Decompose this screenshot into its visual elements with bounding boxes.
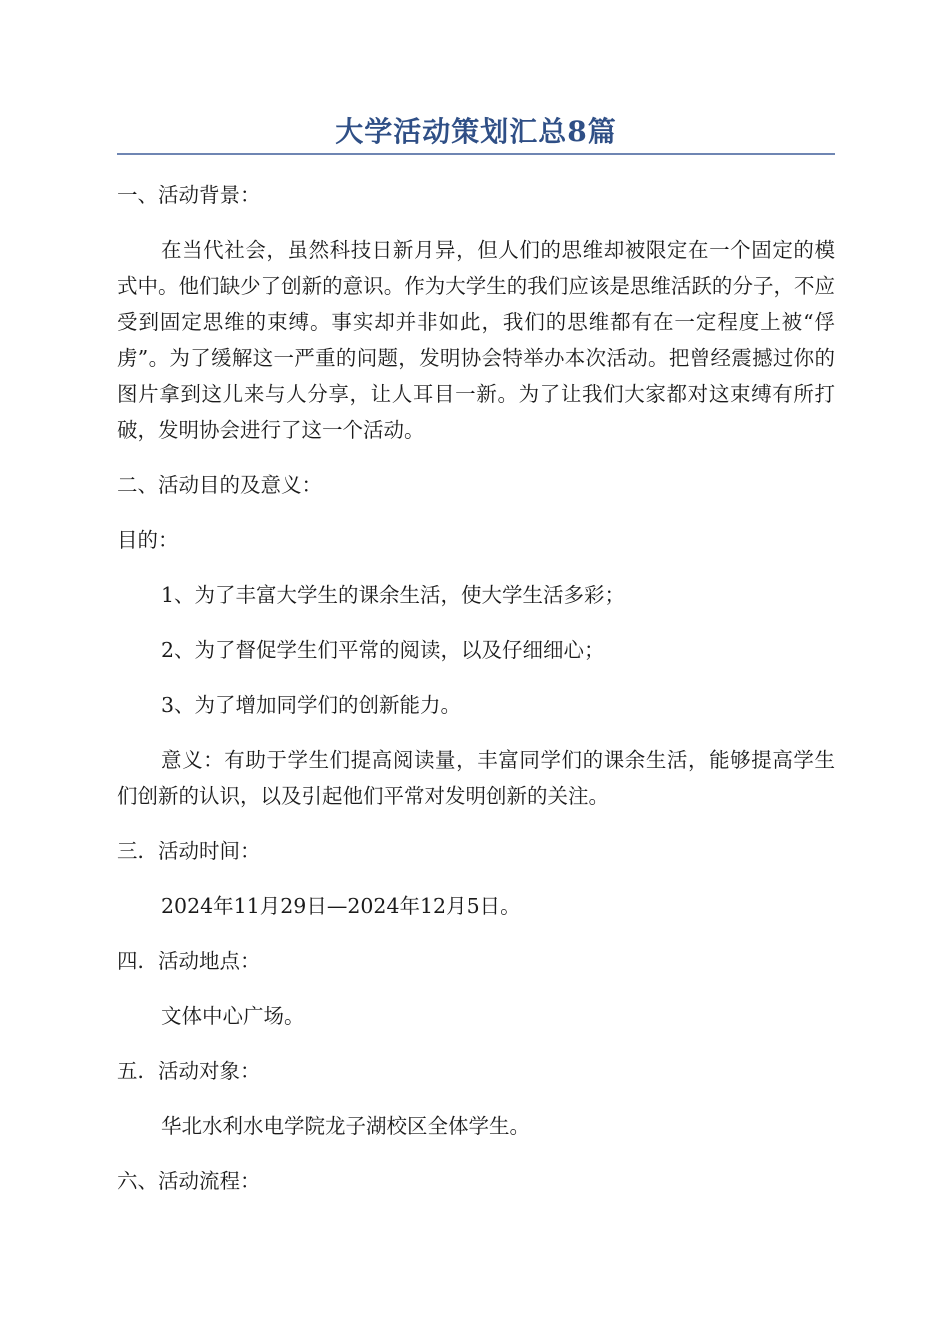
section-heading-time: 三．活动时间： [117,839,261,863]
target-text: 华北水利水电学院龙子湖校区全体学生。 [161,1114,530,1138]
section-heading-process: 六、活动流程： [117,1169,261,1193]
meaning-paragraph: 意义：有助于学生们提高阅读量，丰富同学们的课余生活，能够提高学生们创新的认识，以及引起他们平常对发明创新的关注。 [117,748,835,808]
goal-item: 3、为了增加同学们的创新能力。 [161,693,462,717]
background-paragraph: 在当代社会，虽然科技日新月异，但人们的思维却被限定在一个固定的模式中。他们缺少了创新的意识。作为大学生的我们应该是思维活跃的分子，不应受到固定思维的束缚。事实却并非如此，我们的思维都有在一定程度上被“俘虏”。为了缓解这一严重的问题，发明协会特举办本次活动。把曾经震撼过你的图片拿到这儿来与人分享，让人耳目一新。为了让我们大家都对这束缚有所打破，发明协会进行了这一个活动。 [117,238,835,442]
document-page [117,112,835,1218]
document-body [117,177,835,1199]
goal-item: 1、为了丰富大学生的课余生活，使大学生活多彩； [161,583,626,607]
section-heading-place: 四．活动地点： [117,949,261,973]
title-underline [117,153,835,155]
section-heading-background: 一、活动背景： [117,183,261,207]
section-heading-target: 五．活动对象： [117,1059,261,1083]
goal-item: 2、为了督促学生们平常的阅读，以及仔细细心； [161,638,605,662]
time-text: 2024年11月29日—2024年12月5日。 [161,894,521,918]
place-text: 文体中心广场。 [161,1004,305,1028]
document-title: 大学活动策划汇总8篇 [335,115,617,148]
goal-label: 目的： [117,528,179,552]
section-heading-purpose: 二、活动目的及意义： [117,473,322,497]
